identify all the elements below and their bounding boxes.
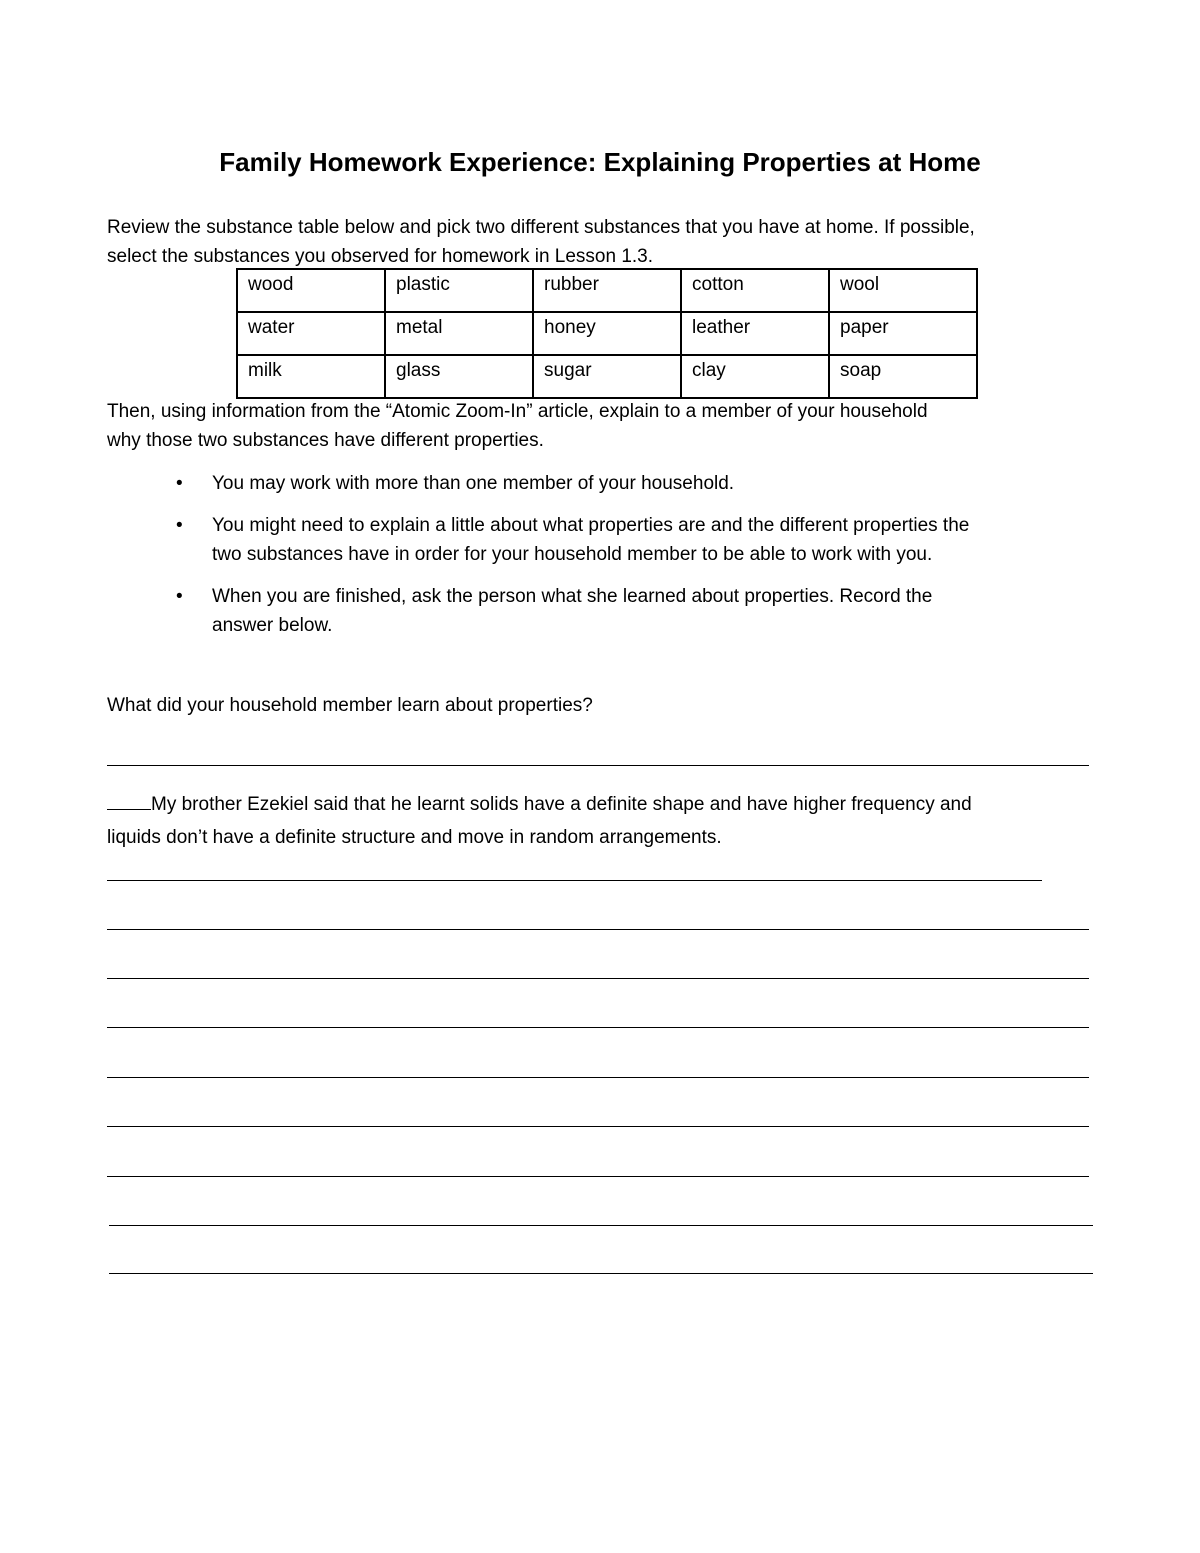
list-item-text: two substances have in order for your household member to be able to work with you. [212,544,933,565]
page-title: Family Homework Experience: Explaining Properties at Home [219,147,981,177]
table-row [237,269,977,312]
table-row [237,355,977,398]
list-item [176,582,1102,640]
table-cell: plastic [385,269,533,312]
intro-paragraph [107,213,1097,271]
table-cell: leather [681,312,829,355]
answer-line [107,880,1042,881]
answer-line [109,1273,1093,1274]
table-cell: sugar [533,355,681,398]
table-cell: clay [681,355,829,398]
table-row [237,312,977,355]
intro-line: Review the substance table below and pick two different substances that you have at home. If possible, [107,217,975,238]
list-item-text: You might need to explain a little about what properties are and the different properties the [212,515,970,536]
list-item-text: answer below. [212,615,333,636]
instructions-line: Then, using information from the “Atomic Zoom-In” article, explain to a member of your household [107,401,928,422]
answer-text [107,788,1097,854]
list-item [176,469,1102,498]
instructions-paragraph [107,397,1097,455]
answer-line [107,1077,1089,1078]
list-item-text: You may work with more than one member of your household. [212,473,735,494]
table-cell: paper [829,312,977,355]
table-cell: rubber [533,269,681,312]
table-cell: wool [829,269,977,312]
list-item [176,511,1102,569]
list-item-text: When you are finished, ask the person what she learned about properties. Record the [212,586,933,607]
bullet-icon: • [176,473,183,494]
blank-underline [107,791,151,810]
answer-line-text: liquids don’t have a definite structure and move in random arrangements. [107,827,722,848]
bullet-list [176,469,1102,653]
substance-table [236,268,978,399]
table-cell: honey [533,312,681,355]
answer-line [107,1126,1089,1127]
bullet-icon: • [176,515,183,536]
instructions-line: why those two substances have different properties. [107,430,544,451]
answer-line [107,929,1089,930]
table-cell: glass [385,355,533,398]
table-cell: milk [237,355,385,398]
answer-sentence: My brother Ezekiel said that he learnt solids have a definite shape and have higher frequency and [151,794,972,815]
table-cell: metal [385,312,533,355]
bullet-icon: • [176,586,183,607]
question-prompt: What did your household member learn about properties? [107,695,593,716]
table-cell: cotton [681,269,829,312]
table-cell: wood [237,269,385,312]
table-cell: soap [829,355,977,398]
answer-line-text [107,788,1097,821]
answer-line [107,978,1089,979]
intro-line: select the substances you observed for homework in Lesson 1.3. [107,246,654,267]
answer-line [109,1225,1093,1226]
table-cell: water [237,312,385,355]
answer-line [107,1176,1089,1177]
answer-line [107,765,1089,766]
answer-line [107,1027,1089,1028]
